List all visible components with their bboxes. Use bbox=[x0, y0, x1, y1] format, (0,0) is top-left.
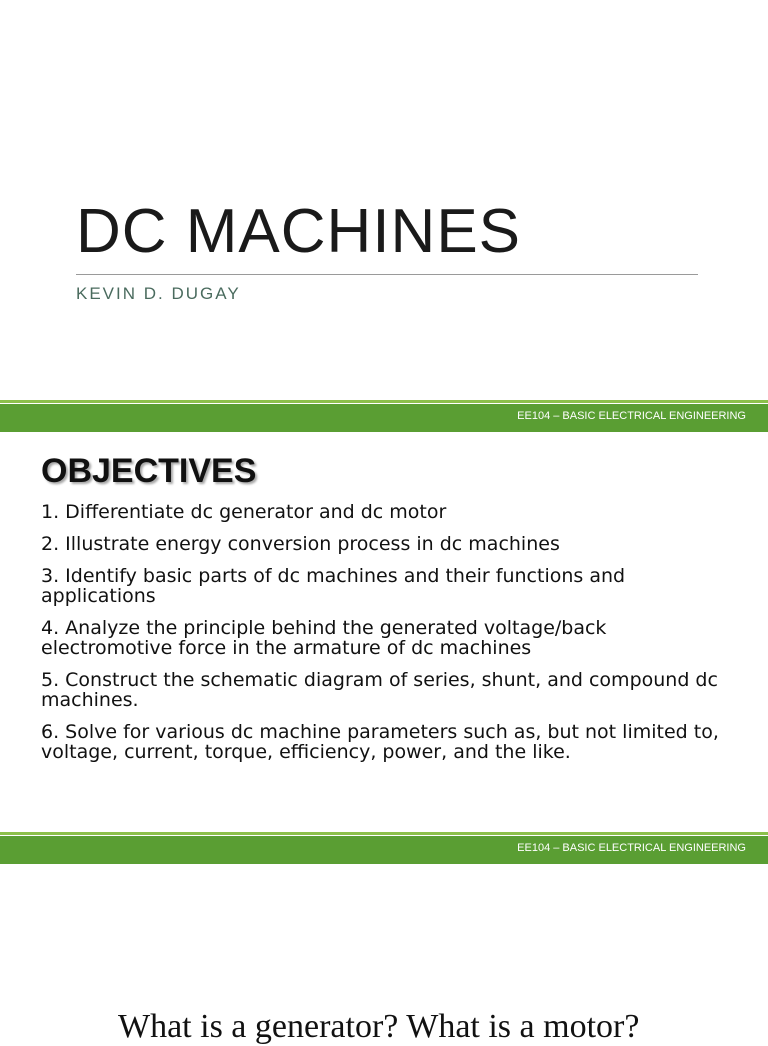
objective-item: 4. Analyze the principle behind the generated voltage/back electromotive force in the armature of dc machines bbox=[41, 617, 607, 659]
objectives-heading: OBJECTIVES bbox=[41, 452, 257, 490]
title-divider bbox=[76, 274, 698, 275]
objective-item: 6. Solve for various dc machine parameters such as, but not limited to, voltage, current, torque, efficiency, power, and the like. bbox=[41, 721, 719, 763]
objective-item: 5. Construct the schematic diagram of series, shunt, and compound dc machines. bbox=[41, 669, 718, 711]
objectives-list bbox=[41, 502, 741, 774]
footer-accent-line bbox=[0, 400, 768, 403]
slide-title: DC MACHINES bbox=[76, 197, 522, 266]
objective-item: 3. Identify basic parts of dc machines and their functions and applications bbox=[41, 565, 626, 607]
objective-item: 2. Illustrate energy conversion process in dc machines bbox=[41, 533, 560, 555]
footer-band-slide2 bbox=[0, 832, 768, 864]
slide-subtitle-author: KEVIN D. DUGAY bbox=[76, 284, 241, 303]
footer-band-slide1 bbox=[0, 400, 768, 432]
footer-course-label: EE104 – BASIC ELECTRICAL ENGINEERING bbox=[517, 842, 746, 854]
objective-item: 1. Differentiate dc generator and dc motor bbox=[41, 501, 447, 523]
footer-accent-line bbox=[0, 832, 768, 835]
next-slide-heading: What is a generator? What is a motor? bbox=[118, 1008, 640, 1045]
title-slide bbox=[0, 0, 768, 400]
footer-course-label: EE104 – BASIC ELECTRICAL ENGINEERING bbox=[517, 410, 746, 422]
